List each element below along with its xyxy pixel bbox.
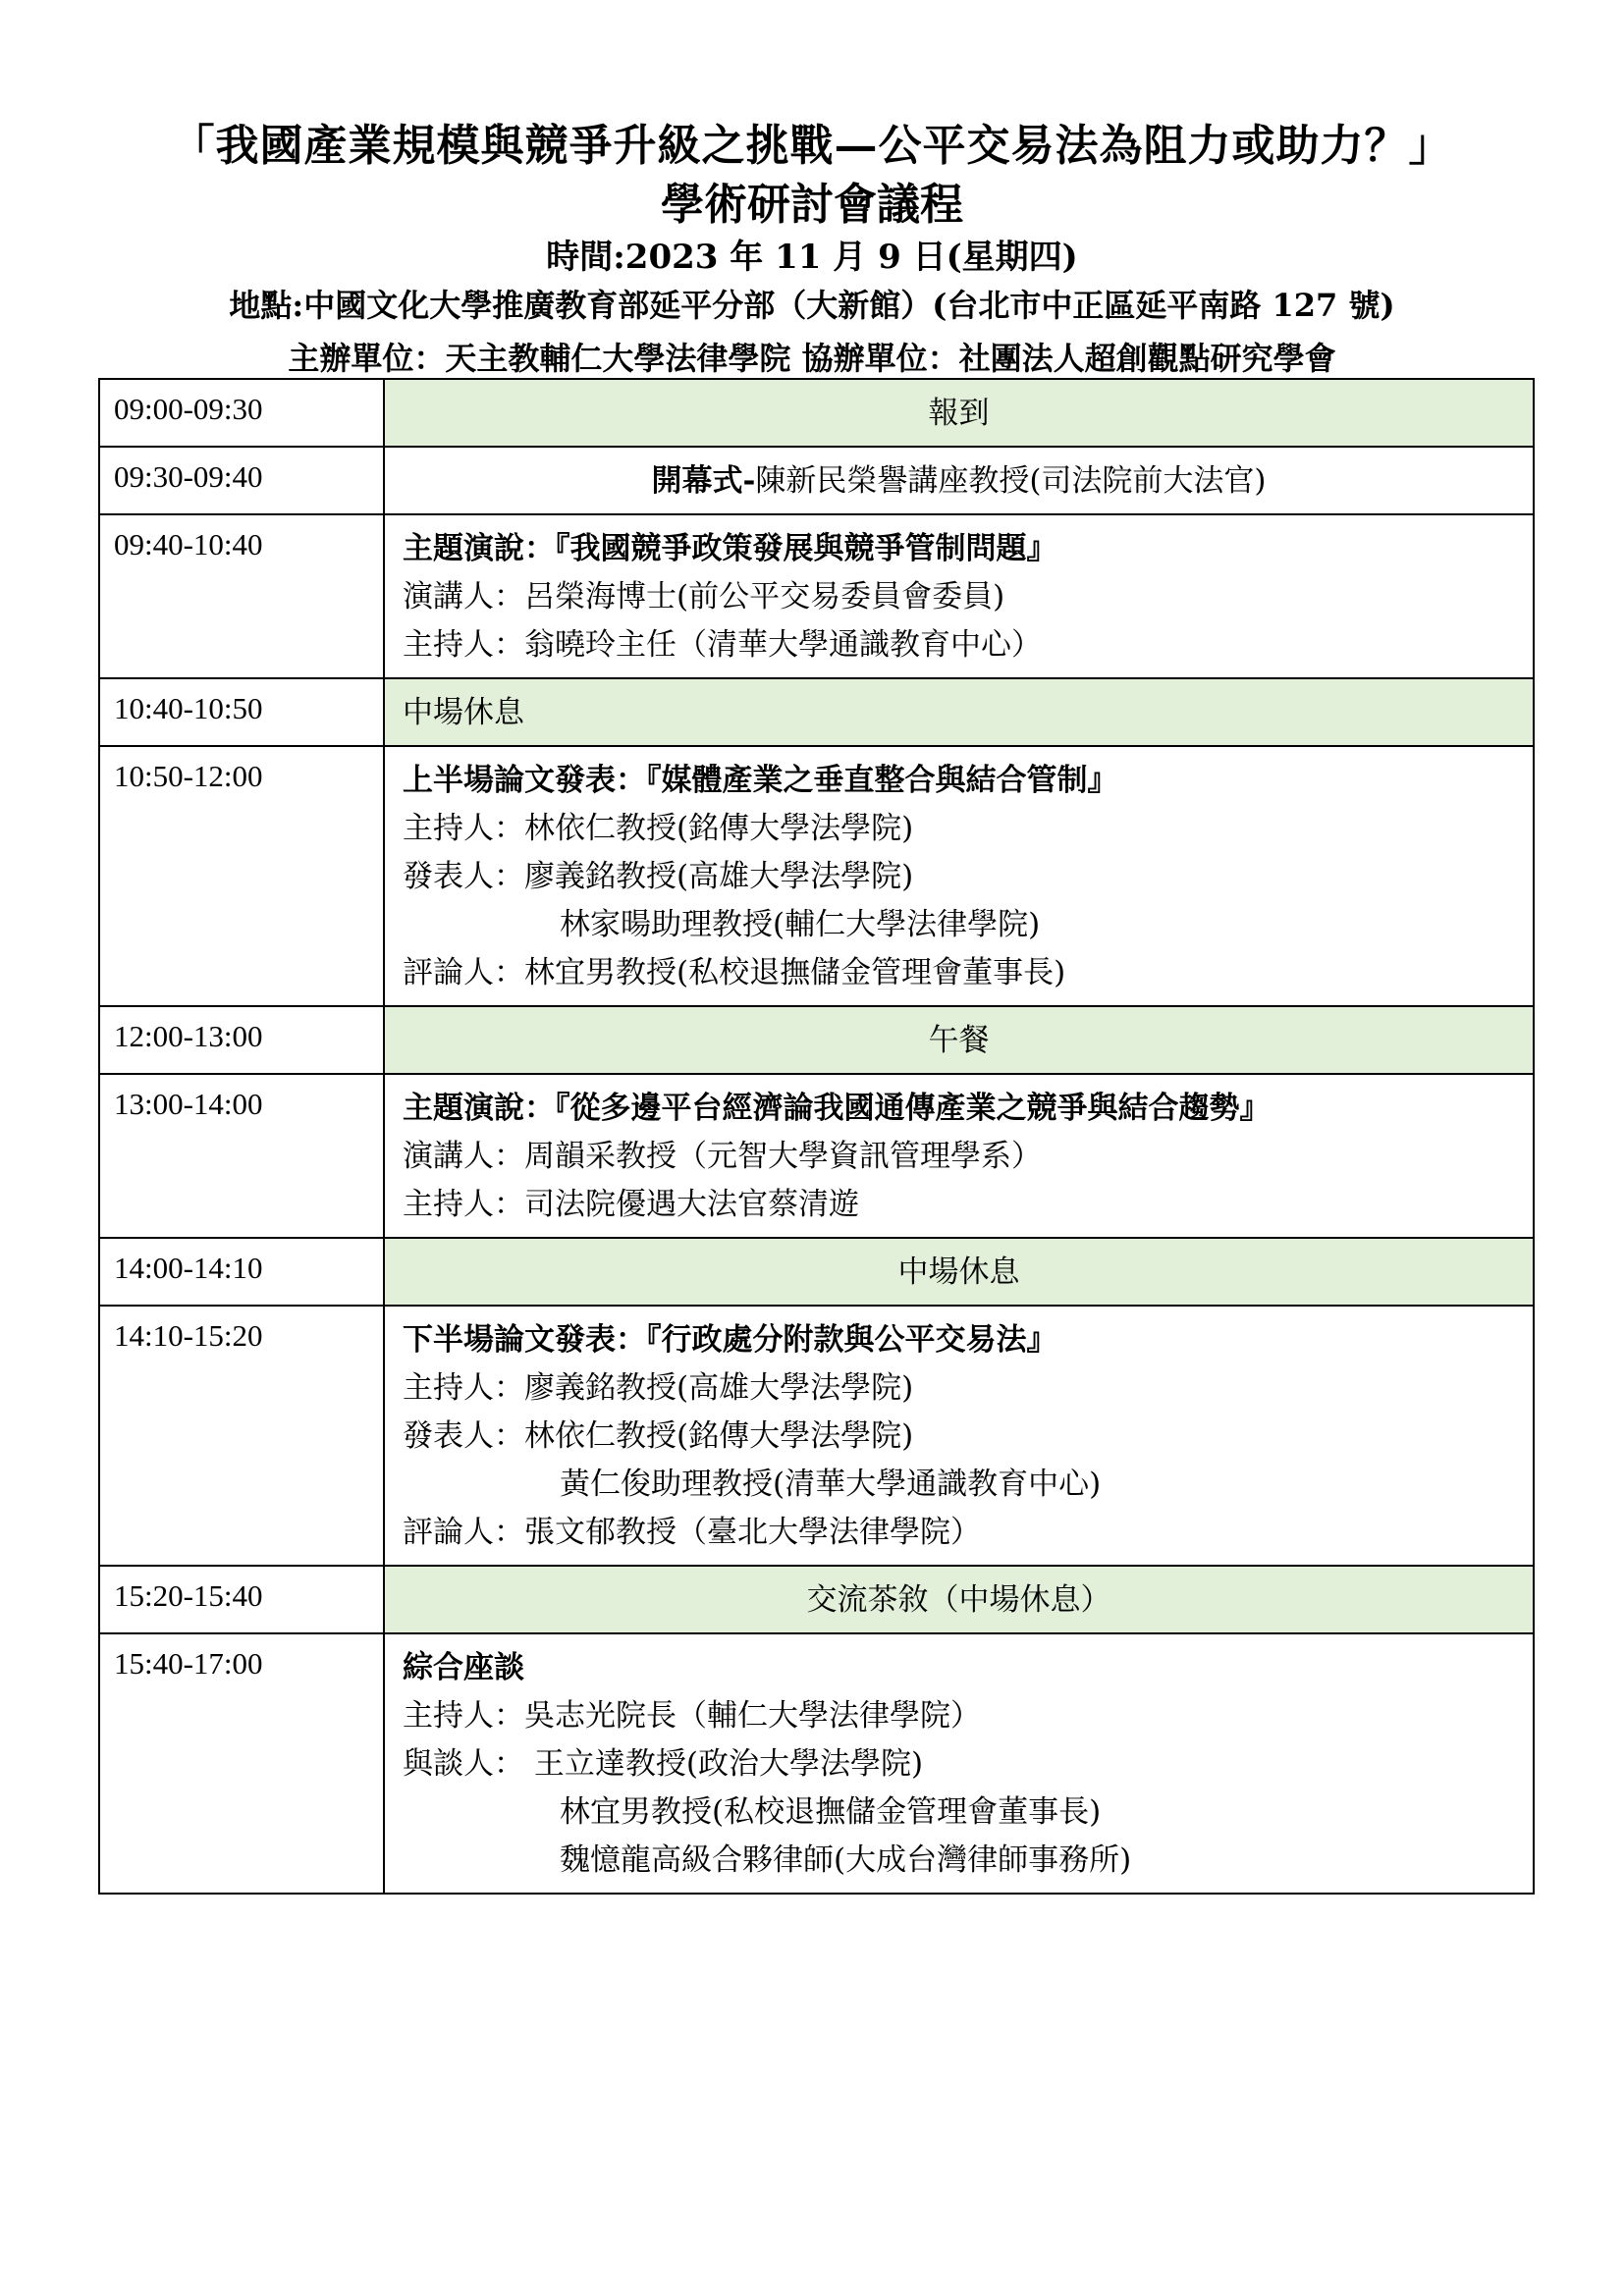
agenda-content: [384, 1633, 1534, 1894]
agenda-line: 演講人：周韻采教授（元智大學資訊管理學系）: [403, 1139, 1042, 1174]
agenda-line: 主持人：吳志光院長（輔仁大學法律學院）: [403, 1698, 981, 1734]
agenda-content: [384, 379, 1534, 447]
agenda-line: 林宜男教授(私校退撫儲金管理會董事長): [560, 1794, 1102, 1830]
agenda-line-bold: 開幕式-: [651, 463, 756, 499]
agenda-line: 林家暘助理教授(輔仁大學法律學院): [560, 907, 1041, 942]
agenda-content: [384, 1238, 1534, 1306]
agenda-row: [99, 746, 1534, 1006]
agenda-content: [384, 514, 1534, 678]
agenda-line: 主題演說：『我國競爭政策發展與競爭管制問題』: [403, 531, 1057, 566]
agenda-line: 主持人：翁曉玲主任（清華大學通識教育中心）: [403, 627, 1042, 663]
agenda-table: [98, 378, 1535, 1895]
agenda-content: [384, 678, 1534, 746]
agenda-line: 與談人： 王立達教授(政治大學法學院): [403, 1746, 924, 1782]
agenda-time: 09:40-10:40: [99, 514, 384, 678]
agenda-row: [99, 1633, 1534, 1894]
agenda-time: 15:40-17:00: [99, 1633, 384, 1894]
agenda-line-text: 陳新民榮譽講座教授(司法院前大法官): [755, 463, 1267, 499]
title-line-2: 學術研討會議程: [661, 180, 963, 230]
agenda-content: [384, 1006, 1534, 1074]
agenda-line: 發表人：林依仁教授(銘傳大學法學院): [403, 1418, 914, 1454]
agenda-time: 12:00-13:00: [99, 1006, 384, 1074]
agenda-time: 14:10-15:20: [99, 1306, 384, 1566]
agenda-line: 發表人：廖義銘教授(高雄大學法學院): [403, 859, 914, 894]
agenda-line: 報到: [928, 396, 990, 431]
agenda-row: [99, 379, 1534, 447]
agenda-line: 主持人：廖義銘教授(高雄大學法學院): [403, 1370, 914, 1406]
agenda-line: 主持人：林依仁教授(銘傳大學法學院): [403, 811, 914, 846]
event-venue: 地點:中國文化大學推廣教育部延平分部（大新館）(台北市中正區延平南路 127 號): [229, 287, 1395, 324]
agenda-line: 評論人：林宜男教授(私校退撫儲金管理會董事長): [403, 955, 1066, 990]
agenda-row: [99, 1006, 1534, 1074]
agenda-row: [99, 514, 1534, 678]
agenda-content: [384, 1566, 1534, 1633]
agenda-content: [384, 1074, 1534, 1238]
agenda-line: 魏憶龍高級合夥律師(大成台灣律師事務所): [560, 1842, 1132, 1878]
agenda-line: 中場休息: [897, 1255, 1020, 1290]
agenda-line: 下半場論文發表：『行政處分附款與公平交易法』: [403, 1322, 1057, 1358]
agenda-row: [99, 1238, 1534, 1306]
agenda-content: [384, 447, 1534, 514]
agenda-body: [99, 379, 1534, 1894]
agenda-line: 主題演說：『從多邊平台經濟論我國通傳產業之競爭與結合趨勢』: [403, 1091, 1271, 1126]
agenda-line: 評論人：張文郁教授（臺北大學法律學院）: [403, 1515, 981, 1550]
event-time: 時間:2023 年 11 月 9 日(星期四): [546, 238, 1078, 277]
agenda-time: 10:50-12:00: [99, 746, 384, 1006]
agenda-line: 演講人：呂榮海博士(前公平交易委員會委員): [403, 579, 1005, 614]
agenda-content: [384, 1306, 1534, 1566]
event-organizers: 主辦單位：天主教輔仁大學法律學院 協辦單位：社團法人超創觀點研究學會: [288, 340, 1336, 377]
agenda-time: 09:00-09:30: [99, 379, 384, 447]
agenda-line: 交流茶敘（中場休息）: [806, 1582, 1111, 1618]
agenda-time: 10:40-10:50: [99, 678, 384, 746]
agenda-line: [403, 457, 1515, 506]
agenda-line: 午餐: [928, 1023, 990, 1058]
agenda-row: [99, 1566, 1534, 1633]
agenda-row: [99, 678, 1534, 746]
agenda-line: 綜合座談: [403, 1650, 524, 1685]
title-line-1: 「我國產業規模與競爭升級之挑戰—公平交易法為阻力或助力？」: [171, 121, 1453, 171]
agenda-line: 主持人：司法院優遇大法官蔡清遊: [403, 1187, 859, 1222]
agenda-time: 15:20-15:40: [99, 1566, 384, 1633]
agenda-line: 中場休息: [403, 695, 524, 730]
agenda-time: 09:30-09:40: [99, 447, 384, 514]
agenda-line: 上半場論文發表：『媒體產業之垂直整合與結合管制』: [403, 763, 1118, 798]
agenda-row: [99, 1074, 1534, 1238]
agenda-time: 14:00-14:10: [99, 1238, 384, 1306]
agenda-row: [99, 447, 1534, 514]
agenda-content: [384, 746, 1534, 1006]
agenda-line: 黃仁俊助理教授(清華大學通識教育中心): [560, 1467, 1102, 1502]
agenda-time: 13:00-14:00: [99, 1074, 384, 1238]
agenda-row: [99, 1306, 1534, 1566]
